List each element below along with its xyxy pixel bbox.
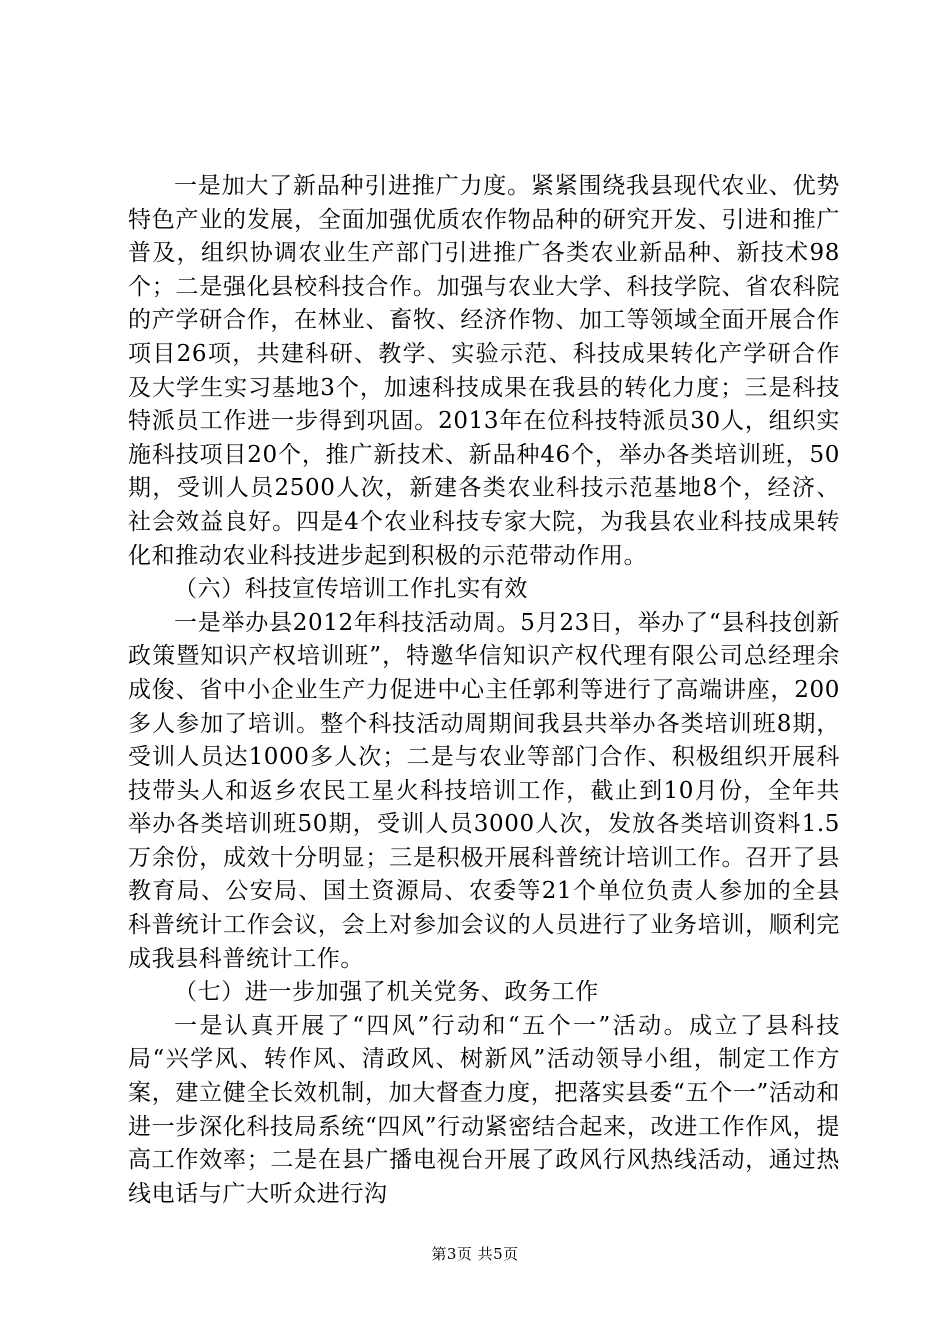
page-footer	[0, 1243, 950, 1264]
page-number-label: 第3页 共5页	[431, 1245, 519, 1263]
paragraph-new-varieties: 一是加大了新品种引进推广力度。紧紧围绕我县现代农业、优势特色产业的发展，全面加强优质农作物品种的研究开发、引进和推广普及，组织协调农业生产部门引进推广各类农业新品种、新技术98个；二是强化县校科技合作。加强与农业大学、科技学院、省农科院的产学研合作，在林业、畜牧、经济作物、加工等领域全面开展合作项目26项，共建科研、教学、实验示范、科技成果转化产学研合作及大学生实习基地3个，加速科技成果在我县的转化力度；三是科技特派员工作进一步得到巩固。2013年在位科技特派员30人，组织实施科技项目20个，推广新技术、新品种46个，举办各类培训班，50期，受训人员2500人次，新建各类农业科技示范基地8个，经济、社会效益良好。四是4个农业科技专家大院，为我县农业科技成果转化和推动农业科技进步起到积极的示范带动作用。	[128, 173, 840, 569]
paragraph-four-winds: 一是认真开展了“四风”行动和“五个一”活动。成立了县科技局“兴学风、转作风、清政风、树新风”活动领导小组，制定工作方案，建立健全长效机制，加大督查力度，把落实县委“五个一”活动和进一步深化科技局系统“四风”行动紧密结合起来，改进工作作风，提高工作效率；二是在县广播电视台开展了政风行风热线活动，通过热线电话与广大听众进行沟	[128, 1012, 840, 1207]
section-heading-6: （六）科技宣传培训工作扎实有效	[174, 576, 528, 603]
paragraph-science-week: 一是举办县2012年科技活动周。5月23日，举办了“县科技创新政策暨知识产权培训班”，特邀华信知识产权代理有限公司总经理余成俊、省中小企业生产力促进中心主任郭利等进行了高端讲座，200多人参加了培训。整个科技活动周期间我县共举办各类培训班8期，受训人员达1000多人次；二是与农业等部门合作、积极组织开展科技带头人和返乡农民工星火科技培训工作，截止到10月份，全年共举办各类培训班50期，受训人员3000人次，发放各类培训资料1.5万余份，成效十分明显；三是积极开展科普统计培训工作。召开了县教育局、公安局、国土资源局、农委等21个单位负责人参加的全县科普统计工作会议，会上对参加会议的人员进行了业务培训，顺利完成我县科普统计工作。	[128, 609, 840, 972]
document-body	[128, 170, 840, 1211]
section-heading-7: （七）进一步加强了机关党务、政务工作	[174, 979, 599, 1006]
